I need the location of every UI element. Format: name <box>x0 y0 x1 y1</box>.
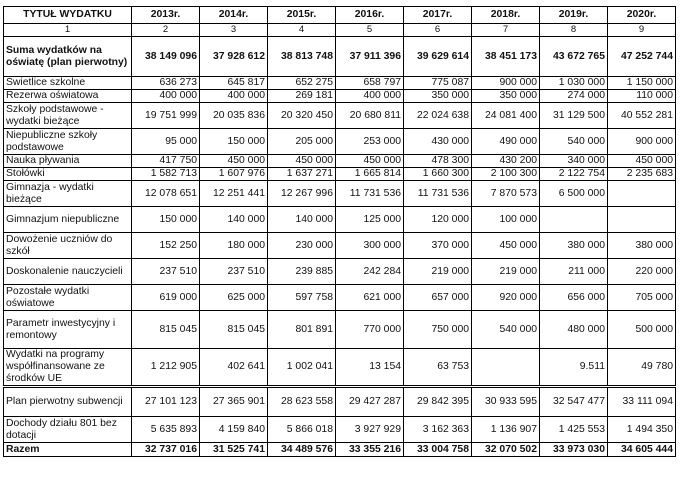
value-cell: 63 753 <box>404 349 472 387</box>
value-cell: 205 000 <box>268 129 336 155</box>
value-cell: 450 000 <box>336 155 404 168</box>
index-cell: 3 <box>200 24 268 37</box>
index-cell: 1 <box>4 24 132 37</box>
education-expenditure-table <box>3 6 676 457</box>
value-cell: 900 000 <box>472 77 540 90</box>
row-label: Świetlice szkolne <box>4 77 132 90</box>
table-body <box>4 7 676 457</box>
table-row <box>4 349 676 387</box>
table-row <box>4 207 676 233</box>
value-cell: 237 510 <box>200 259 268 285</box>
value-cell: 478 300 <box>404 155 472 168</box>
value-cell: 9.511 <box>540 349 608 387</box>
table-row <box>4 285 676 311</box>
value-cell: 219 000 <box>404 259 472 285</box>
value-cell: 652 275 <box>268 77 336 90</box>
value-cell <box>540 207 608 233</box>
value-cell: 274 000 <box>540 90 608 103</box>
value-cell: 300 000 <box>336 233 404 259</box>
table-row <box>4 77 676 90</box>
index-cell: 5 <box>336 24 404 37</box>
value-cell: 32 547 477 <box>540 387 608 417</box>
header-cell: 2014r. <box>200 7 268 24</box>
value-cell: 380 000 <box>608 233 676 259</box>
value-cell: 110 000 <box>608 90 676 103</box>
value-cell: 417 750 <box>132 155 200 168</box>
value-cell: 636 273 <box>132 77 200 90</box>
value-cell <box>608 207 676 233</box>
value-cell: 24 081 400 <box>472 103 540 129</box>
value-cell: 33 355 216 <box>336 443 404 457</box>
value-cell: 5 635 893 <box>132 417 200 443</box>
table-row <box>4 387 676 417</box>
header-cell: 2013r. <box>132 7 200 24</box>
value-cell: 5 866 018 <box>268 417 336 443</box>
value-cell: 400 000 <box>200 90 268 103</box>
value-cell: 770 000 <box>336 311 404 349</box>
row-label: Dowożenie uczniów do szkół <box>4 233 132 259</box>
value-cell: 645 817 <box>200 77 268 90</box>
header-cell: 2016r. <box>336 7 404 24</box>
value-cell: 815 045 <box>200 311 268 349</box>
value-cell: 29 427 287 <box>336 387 404 417</box>
value-cell: 37 911 396 <box>336 37 404 77</box>
row-label: Nauka pływania <box>4 155 132 168</box>
value-cell: 400 000 <box>132 90 200 103</box>
value-cell: 450 000 <box>472 233 540 259</box>
value-cell <box>472 349 540 387</box>
value-cell: 1 582 713 <box>132 168 200 181</box>
value-cell: 152 250 <box>132 233 200 259</box>
table-row <box>4 90 676 103</box>
row-label: Gimnazjum niepubliczne <box>4 207 132 233</box>
value-cell: 920 000 <box>472 285 540 311</box>
value-cell: 32 737 016 <box>132 443 200 457</box>
value-cell: 47 252 744 <box>608 37 676 77</box>
value-cell: 621 000 <box>336 285 404 311</box>
value-cell: 4 159 840 <box>200 417 268 443</box>
header-cell: 2017r. <box>404 7 472 24</box>
value-cell: 450 000 <box>608 155 676 168</box>
value-cell: 1 212 905 <box>132 349 200 387</box>
index-cell: 6 <box>404 24 472 37</box>
row-label: Wydatki na programy współfinansowane ze środków UE <box>4 349 132 387</box>
value-cell: 230 000 <box>268 233 336 259</box>
value-cell: 775 087 <box>404 77 472 90</box>
value-cell: 33 973 030 <box>540 443 608 457</box>
value-cell: 12 251 441 <box>200 181 268 207</box>
value-cell: 22 024 638 <box>404 103 472 129</box>
value-cell <box>608 181 676 207</box>
value-cell: 657 000 <box>404 285 472 311</box>
table-row <box>4 168 676 181</box>
value-cell: 402 641 <box>200 349 268 387</box>
value-cell: 1 136 907 <box>472 417 540 443</box>
row-label: Suma wydatków na oświatę (plan pierwotny) <box>4 37 132 77</box>
table-row <box>4 417 676 443</box>
index-cell: 2 <box>132 24 200 37</box>
value-cell: 28 623 558 <box>268 387 336 417</box>
value-cell: 350 000 <box>404 90 472 103</box>
table-row <box>4 259 676 285</box>
value-cell: 500 000 <box>608 311 676 349</box>
value-cell: 33 111 094 <box>608 387 676 417</box>
value-cell: 480 000 <box>540 311 608 349</box>
value-cell: 750 000 <box>404 311 472 349</box>
header-row <box>4 7 676 24</box>
value-cell: 125 000 <box>336 207 404 233</box>
value-cell: 3 162 363 <box>404 417 472 443</box>
value-cell: 13 154 <box>336 349 404 387</box>
value-cell: 27 101 123 <box>132 387 200 417</box>
value-cell: 37 928 612 <box>200 37 268 77</box>
value-cell: 32 070 502 <box>472 443 540 457</box>
value-cell: 38 813 748 <box>268 37 336 77</box>
row-label: Szkoły podstawowe - wydatki bieżące <box>4 103 132 129</box>
header-cell: TYTUŁ WYDATKU <box>4 7 132 24</box>
value-cell: 658 797 <box>336 77 404 90</box>
value-cell: 180 000 <box>200 233 268 259</box>
value-cell: 12 267 996 <box>268 181 336 207</box>
value-cell: 237 510 <box>132 259 200 285</box>
value-cell: 12 078 651 <box>132 181 200 207</box>
row-label: Stołówki <box>4 168 132 181</box>
value-cell: 340 000 <box>540 155 608 168</box>
value-cell: 490 000 <box>472 129 540 155</box>
value-cell: 11 731 536 <box>336 181 404 207</box>
value-cell: 30 933 595 <box>472 387 540 417</box>
row-label: Pozostałe wydatki oświatowe <box>4 285 132 311</box>
value-cell: 1 665 814 <box>336 168 404 181</box>
row-label: Doskonalenie nauczycieli <box>4 259 132 285</box>
value-cell: 43 672 765 <box>540 37 608 77</box>
value-cell: 31 525 741 <box>200 443 268 457</box>
value-cell: 34 605 444 <box>608 443 676 457</box>
value-cell: 1 660 300 <box>404 168 472 181</box>
index-row <box>4 24 676 37</box>
value-cell: 40 552 281 <box>608 103 676 129</box>
row-label: Gimnazja - wydatki bieżące <box>4 181 132 207</box>
value-cell: 370 000 <box>404 233 472 259</box>
value-cell: 34 489 576 <box>268 443 336 457</box>
value-cell: 20 320 450 <box>268 103 336 129</box>
value-cell: 49 780 <box>608 349 676 387</box>
table-row <box>4 155 676 168</box>
value-cell: 100 000 <box>472 207 540 233</box>
row-label: Razem <box>4 443 132 457</box>
value-cell: 1 425 553 <box>540 417 608 443</box>
value-cell: 900 000 <box>608 129 676 155</box>
value-cell: 430 200 <box>472 155 540 168</box>
header-cell: 2019r. <box>540 7 608 24</box>
table-row <box>4 37 676 77</box>
value-cell: 20 035 836 <box>200 103 268 129</box>
value-cell: 38 149 096 <box>132 37 200 77</box>
value-cell: 38 451 173 <box>472 37 540 77</box>
value-cell: 450 000 <box>200 155 268 168</box>
table-row <box>4 181 676 207</box>
value-cell: 95 000 <box>132 129 200 155</box>
value-cell: 31 129 500 <box>540 103 608 129</box>
value-cell: 27 365 901 <box>200 387 268 417</box>
value-cell: 1 494 350 <box>608 417 676 443</box>
value-cell: 39 629 614 <box>404 37 472 77</box>
value-cell: 29 842 395 <box>404 387 472 417</box>
value-cell: 11 731 536 <box>404 181 472 207</box>
row-label: Plan pierwotny subwencji <box>4 387 132 417</box>
value-cell: 2 235 683 <box>608 168 676 181</box>
value-cell: 430 000 <box>404 129 472 155</box>
value-cell: 150 000 <box>200 129 268 155</box>
value-cell: 625 000 <box>200 285 268 311</box>
value-cell: 380 000 <box>540 233 608 259</box>
value-cell: 619 000 <box>132 285 200 311</box>
value-cell: 705 000 <box>608 285 676 311</box>
value-cell: 2 100 300 <box>472 168 540 181</box>
value-cell: 33 004 758 <box>404 443 472 457</box>
value-cell: 2 122 754 <box>540 168 608 181</box>
value-cell: 1 637 271 <box>268 168 336 181</box>
row-label: Dochody działu 801 bez dotacji <box>4 417 132 443</box>
value-cell: 269 181 <box>268 90 336 103</box>
value-cell: 140 000 <box>200 207 268 233</box>
value-cell: 656 000 <box>540 285 608 311</box>
value-cell: 3 927 929 <box>336 417 404 443</box>
value-cell: 7 870 573 <box>472 181 540 207</box>
value-cell: 219 000 <box>472 259 540 285</box>
value-cell: 350 000 <box>472 90 540 103</box>
table-row <box>4 233 676 259</box>
value-cell: 1 002 041 <box>268 349 336 387</box>
value-cell: 1 607 976 <box>200 168 268 181</box>
table-row <box>4 443 676 457</box>
value-cell: 150 000 <box>132 207 200 233</box>
value-cell: 220 000 <box>608 259 676 285</box>
value-cell: 19 751 999 <box>132 103 200 129</box>
index-cell: 9 <box>608 24 676 37</box>
value-cell: 1 030 000 <box>540 77 608 90</box>
table-row <box>4 103 676 129</box>
value-cell: 400 000 <box>336 90 404 103</box>
value-cell: 540 000 <box>540 129 608 155</box>
header-cell: 2018r. <box>472 7 540 24</box>
value-cell: 450 000 <box>268 155 336 168</box>
value-cell: 1 150 000 <box>608 77 676 90</box>
index-cell: 4 <box>268 24 336 37</box>
value-cell: 20 680 811 <box>336 103 404 129</box>
row-label: Niepubliczne szkoły podstawowe <box>4 129 132 155</box>
value-cell: 211 000 <box>540 259 608 285</box>
row-label: Rezerwa oświatowa <box>4 90 132 103</box>
header-cell: 2015r. <box>268 7 336 24</box>
value-cell: 253 000 <box>336 129 404 155</box>
value-cell: 242 284 <box>336 259 404 285</box>
value-cell: 815 045 <box>132 311 200 349</box>
value-cell: 6 500 000 <box>540 181 608 207</box>
index-cell: 7 <box>472 24 540 37</box>
table-row <box>4 311 676 349</box>
value-cell: 801 891 <box>268 311 336 349</box>
value-cell: 239 885 <box>268 259 336 285</box>
value-cell: 597 758 <box>268 285 336 311</box>
document-page <box>0 6 680 457</box>
table-row <box>4 129 676 155</box>
value-cell: 540 000 <box>472 311 540 349</box>
index-cell: 8 <box>540 24 608 37</box>
header-cell: 2020r. <box>608 7 676 24</box>
row-label: Parametr inwestycyjny i remontowy <box>4 311 132 349</box>
value-cell: 120 000 <box>404 207 472 233</box>
value-cell: 140 000 <box>268 207 336 233</box>
